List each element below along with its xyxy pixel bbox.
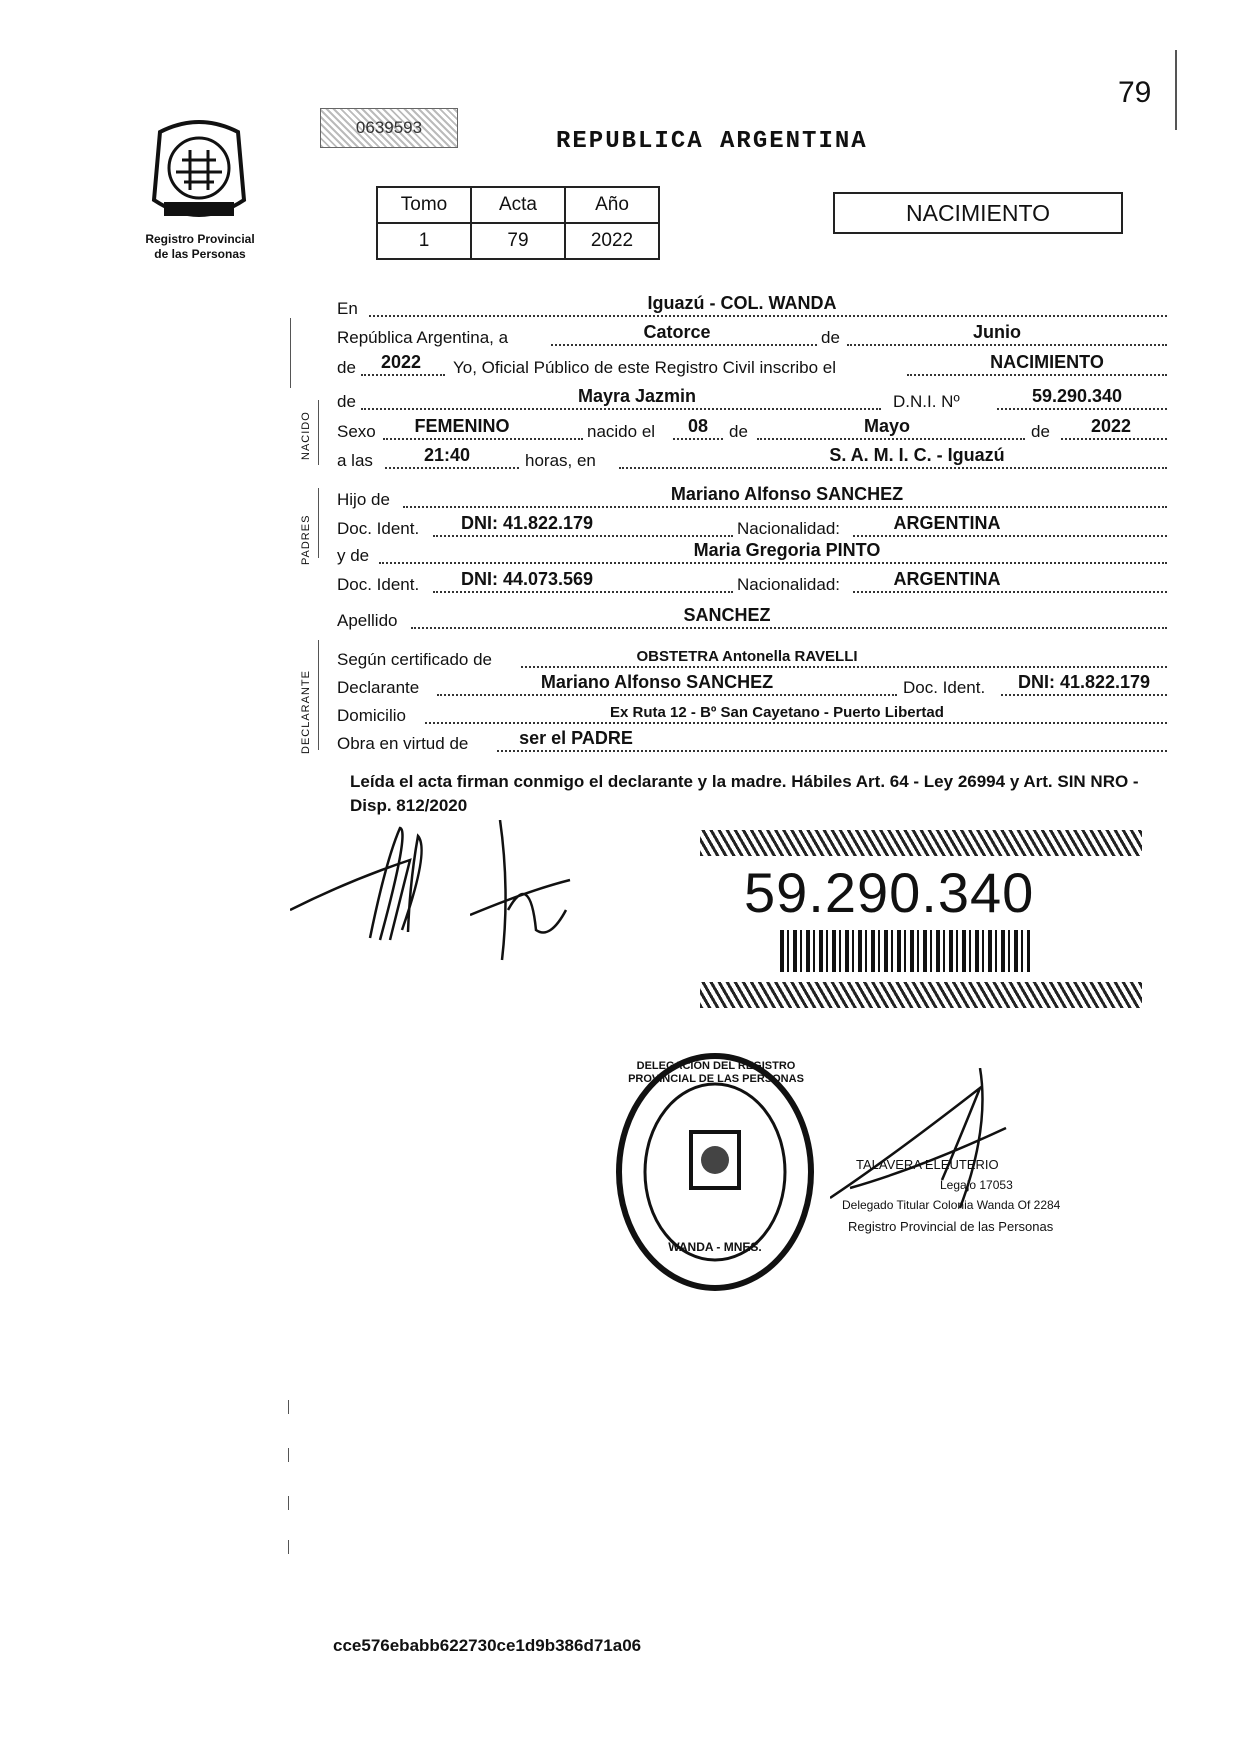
value-padre-nacionalidad: ARGENTINA xyxy=(893,513,1001,533)
dni-number-band xyxy=(700,830,1142,1010)
value-madre: Maria Gregoria PINTO xyxy=(693,540,881,560)
label-a-las: a las xyxy=(337,451,373,470)
dotted-fill xyxy=(361,374,445,376)
row-madre xyxy=(337,538,1167,568)
section-label-padres: PADRES xyxy=(300,514,312,565)
header-acta: Acta xyxy=(471,187,565,223)
dotted-fill xyxy=(411,627,1167,629)
value-tomo: 1 xyxy=(377,223,471,259)
label-de4: de xyxy=(729,422,748,441)
record-type-box: NACIMIENTO xyxy=(833,192,1123,234)
value-acto: NACIMIENTO xyxy=(990,352,1104,372)
value-declarante-doc: DNI: 41.822.179 xyxy=(1017,672,1151,692)
row-apellido xyxy=(337,603,1167,633)
value-sexo: FEMENINO xyxy=(414,416,510,436)
label-doc-ident: Doc. Ident. xyxy=(337,519,420,538)
registry-caption-line2: de las Personas xyxy=(154,247,246,261)
section-rule-padres xyxy=(318,488,319,558)
row-certificado xyxy=(337,642,1167,672)
row-hora-lugar xyxy=(337,443,1167,473)
row-domicilio xyxy=(337,698,1167,728)
value-padre: Mariano Alfonso SANCHEZ xyxy=(670,484,904,504)
value-lugar-inscripcion: Iguazú - COL. WANDA xyxy=(647,293,837,313)
official-stamp xyxy=(615,1052,815,1292)
row-padre xyxy=(337,482,1167,512)
stamp-inner-text: WANDA - MNES. xyxy=(668,1240,762,1254)
record-table-header-row xyxy=(377,187,659,223)
label-en: En xyxy=(337,299,358,318)
serial-number: 0639593 xyxy=(320,108,458,148)
document-hash: cce576ebabb622730ce1d9b386d71a06 xyxy=(333,1636,642,1655)
dotted-fill xyxy=(847,344,1167,346)
row-padre-doc xyxy=(337,511,1167,541)
label-doc-ident-3: Doc. Ident. xyxy=(903,678,986,697)
dotted-fill xyxy=(757,438,1025,440)
value-nombre: Mayra Jazmin xyxy=(577,386,697,406)
dotted-fill xyxy=(853,535,1167,537)
page-number: 79 xyxy=(1118,76,1152,109)
value-certificado: OBSTETRA Antonella RAVELLI xyxy=(636,648,858,665)
stamp-outer-text: DELEGACION DEL REGISTRO PROVINCIAL DE LAS PERSONAS xyxy=(628,1060,804,1085)
value-apellido: SANCHEZ xyxy=(683,605,771,625)
value-anio: 2022 xyxy=(565,223,659,259)
margin-mark xyxy=(1175,50,1177,130)
label-republica: República Argentina, a xyxy=(337,328,509,347)
security-stripe-bottom xyxy=(700,982,1142,1008)
label-nacionalidad: Nacionalidad: xyxy=(737,519,841,538)
dotted-fill xyxy=(379,562,1167,564)
label-de: de xyxy=(821,328,840,347)
value-dia: Catorce xyxy=(643,322,711,342)
label-apellido: Apellido xyxy=(337,611,398,630)
value-obra: ser el PADRE xyxy=(519,728,633,748)
row-sexo-nacimiento xyxy=(337,414,1167,444)
dotted-fill xyxy=(383,438,583,440)
label-doc-ident-2: Doc. Ident. xyxy=(337,575,420,594)
dotted-fill xyxy=(385,467,519,469)
value-madre-doc: DNI: 44.073.569 xyxy=(460,569,594,589)
label-de2: de xyxy=(337,358,356,377)
value-lugar-nacimiento: S. A. M. I. C. - Iguazú xyxy=(829,445,1005,465)
left-rule xyxy=(290,318,291,388)
label-domicilio: Domicilio xyxy=(337,706,406,725)
label-nacionalidad-2: Nacionalidad: xyxy=(737,575,841,594)
header-tomo: Tomo xyxy=(377,187,471,223)
security-stripe-top xyxy=(700,830,1142,856)
dotted-fill xyxy=(433,591,733,593)
value-nac-anio: 2022 xyxy=(1090,416,1132,436)
label-segun-certificado: Según certificado de xyxy=(337,650,492,669)
record-table-value-row xyxy=(377,223,659,259)
label-sexo: Sexo xyxy=(337,422,376,441)
official-position: Delegado Titular Colonia Wanda Of 2284 xyxy=(842,1198,1061,1212)
value-dni: 59.290.340 xyxy=(1031,386,1123,406)
label-obra-en-virtud: Obra en virtud de xyxy=(337,734,469,753)
label-y-de: y de xyxy=(337,546,370,565)
official-name: TALAVERA ELEUTERIO xyxy=(856,1157,999,1172)
dotted-fill xyxy=(853,591,1167,593)
row-madre-doc xyxy=(337,567,1167,597)
margin-tick xyxy=(288,1400,289,1414)
dotted-fill xyxy=(673,438,723,440)
margin-tick xyxy=(288,1496,289,1510)
dotted-fill xyxy=(369,315,1167,317)
label-de5: de xyxy=(1031,422,1050,441)
dotted-fill xyxy=(551,344,817,346)
margin-tick xyxy=(288,1540,289,1554)
section-label-declarante: DECLARANTE xyxy=(300,670,312,754)
header-anio: Año xyxy=(565,187,659,223)
dotted-fill xyxy=(497,750,1167,752)
value-domicilio: Ex Ruta 12 - Bº San Cayetano - Puerto Libertad xyxy=(610,704,944,721)
dotted-fill xyxy=(437,694,897,696)
dotted-fill xyxy=(425,722,1167,724)
value-anio-inscripcion: 2022 xyxy=(380,352,422,372)
province-seal-logo xyxy=(140,112,258,230)
official-legajo: Legajo 17053 xyxy=(940,1178,1013,1192)
registry-caption xyxy=(125,232,275,262)
registry-caption-line1: Registro Provincial xyxy=(145,232,255,246)
label-de3: de xyxy=(337,392,356,411)
legal-text: Leída el acta firman conmigo el declarante y la madre. Hábiles Art. 64 - Ley 26994 y Art. SIN NRO - Disp. 812/2020 xyxy=(350,772,1139,815)
dotted-fill xyxy=(1061,438,1167,440)
row-lugar xyxy=(337,291,1167,321)
document-title: REPUBLICA ARGENTINA xyxy=(556,128,868,155)
value-hora: 21:40 xyxy=(423,445,471,465)
mother-signature xyxy=(470,820,590,970)
row-obra xyxy=(337,726,1167,756)
dotted-fill xyxy=(907,374,1167,376)
dni-large-number: 59.290.340 xyxy=(744,861,1035,924)
dotted-fill xyxy=(433,535,733,537)
official-registry: Registro Provincial de las Personas xyxy=(848,1219,1054,1234)
section-rule-declarante xyxy=(318,640,319,750)
value-nac-dia: 08 xyxy=(687,416,709,436)
label-yo-oficial: Yo, Oficial Público de este Registro Civil inscribo el xyxy=(453,358,836,377)
dotted-fill xyxy=(1001,694,1167,696)
dotted-fill xyxy=(997,408,1167,410)
section-label-nacido: NACIDO xyxy=(300,411,312,460)
label-hijo-de: Hijo de xyxy=(337,490,390,509)
value-madre-nacionalidad: ARGENTINA xyxy=(893,569,1001,589)
dotted-fill xyxy=(521,666,1167,668)
value-declarante: Mariano Alfonso SANCHEZ xyxy=(540,672,774,692)
dotted-fill xyxy=(361,408,881,410)
label-horas-en: horas, en xyxy=(525,451,596,470)
row-inscribo xyxy=(337,350,1167,380)
label-nacido-el: nacido el xyxy=(587,422,656,441)
dni-barcode xyxy=(780,930,1030,972)
row-declarante xyxy=(337,670,1167,700)
row-nombre xyxy=(337,384,1167,414)
margin-tick xyxy=(288,1448,289,1462)
record-table xyxy=(376,186,660,260)
section-rule-nacido xyxy=(318,400,319,465)
dotted-fill xyxy=(619,467,1167,469)
value-acta: 79 xyxy=(471,223,565,259)
dotted-fill xyxy=(403,506,1167,508)
value-mes: Junio xyxy=(973,322,1021,342)
row-fecha xyxy=(337,320,1167,350)
value-nac-mes: Mayo xyxy=(863,416,910,436)
value-padre-doc: DNI: 41.822.179 xyxy=(460,513,594,533)
label-dni: D.N.I. Nº xyxy=(893,392,960,411)
label-declarante: Declarante xyxy=(337,678,420,697)
